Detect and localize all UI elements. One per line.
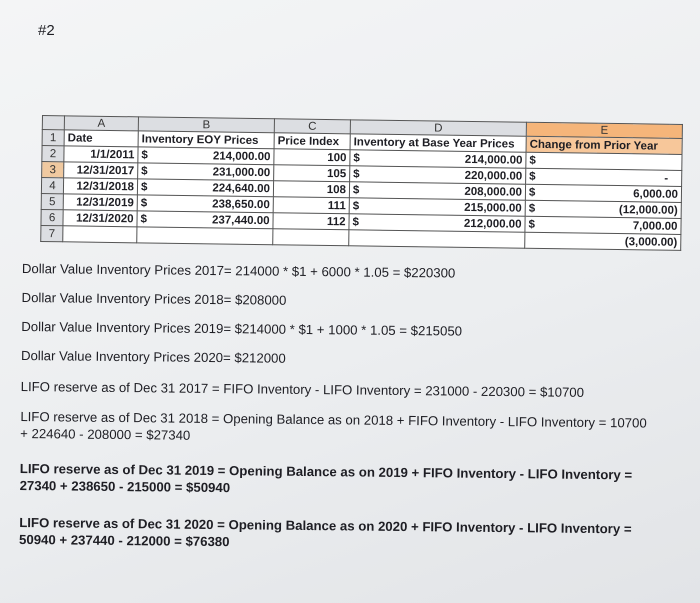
cell-value: 220,000.00 [464,169,523,183]
cell-date[interactable]: 1/1/2011 [64,146,138,163]
cell-index[interactable]: 111 [273,197,349,214]
cell-date[interactable]: 12/31/2019 [63,194,137,211]
note-line: + 224640 - 208000 = $27340 [20,425,191,443]
header-price-index[interactable]: Price Index [274,133,350,150]
note-line: LIFO reserve as of Dec 31 2018 = Opening Balance as on 2018 + FIFO Inventory - LIFO Inventory = 10700 [20,408,647,431]
header-date[interactable]: Date [64,130,138,147]
currency-symbol: $ [140,196,148,209]
note-line: LIFO reserve as of Dec 31 2019 = Opening Balance as on 2019 + FIFO Inventory - LIFO Inventory = [19,460,633,483]
cell-empty[interactable] [273,229,349,246]
column-header-a[interactable]: A [64,116,138,131]
column-header-e[interactable]: E [526,122,682,138]
column-header-c[interactable]: C [274,119,350,134]
cell-empty[interactable] [137,227,273,245]
cell-value: (3,000.00) [624,235,678,249]
cell-empty[interactable] [349,230,525,248]
cell-value: 7,000.00 [632,219,678,233]
cell-value: 214,000.00 [464,153,523,167]
cell-value: 238,650.00 [212,197,270,211]
note-line: Dollar Value Inventory Prices 2019= $214000 * $1 + 1000 * 1.05 = $215050 [21,318,463,339]
row-number[interactable]: 7 [41,225,63,241]
cell-index[interactable]: 112 [273,213,349,230]
currency-symbol: $ [528,218,536,231]
cell-value: (12,000.00) [618,203,678,217]
currency-symbol: $ [529,154,536,167]
cell-index[interactable]: 100 [274,149,350,166]
cell-empty[interactable] [63,226,137,243]
currency-symbol: $ [528,186,536,199]
cell-eoy[interactable] [138,147,274,165]
cell-value: 215,000.00 [464,201,522,215]
inventory-table [40,115,683,251]
cell-value: 237,440.00 [211,213,270,227]
column-header-d[interactable]: D [350,120,526,136]
row-number[interactable]: 4 [41,178,63,194]
cell-date[interactable]: 12/31/2018 [63,178,137,195]
cell-date[interactable]: 12/31/2017 [64,162,138,179]
row-number[interactable]: 2 [42,146,64,162]
spreadsheet [40,115,682,251]
page-heading: #2 [38,22,55,39]
calculation-notes [18,260,692,550]
note-line: 50940 + 237440 - 212000 = $76380 [18,531,230,550]
cell-eoy[interactable] [137,179,273,197]
currency-symbol: $ [529,170,536,183]
currency-symbol: $ [353,151,360,164]
row-number[interactable]: 6 [41,209,63,225]
cell-eoy[interactable] [138,163,274,181]
currency-symbol: $ [140,212,148,225]
currency-symbol: $ [352,183,360,196]
currency-symbol: $ [528,202,536,215]
note-line: LIFO reserve as of Dec 31 2020 = Opening Balance as on 2020 + FIFO Inventory - LIFO Inventory = [19,514,632,537]
currency-symbol: $ [353,167,360,180]
note-line: Dollar Value Inventory Prices 2020= $212000 [20,347,286,366]
header-base-year[interactable]: Inventory at Base Year Prices [350,134,526,152]
note-line: Dollar Value Inventory Prices 2018= $208000 [21,289,287,308]
cell-value: 6,000.00 [633,187,679,201]
cell-change[interactable] [525,232,681,250]
currency-symbol: $ [352,199,360,212]
currency-symbol: $ [141,164,148,177]
currency-symbol: $ [141,148,148,161]
cell-value: 208,000.00 [464,185,523,199]
cell-index[interactable]: 105 [274,165,350,182]
cell-date[interactable]: 12/31/2020 [63,210,137,227]
header-change[interactable]: Change from Prior Year [526,136,682,154]
cell-value: 231,000.00 [212,165,271,179]
cell-eoy[interactable] [137,195,273,213]
currency-symbol: $ [352,215,360,228]
header-eoy-prices[interactable]: Inventory EOY Prices [138,131,274,149]
cell-value: 214,000.00 [212,149,271,163]
currency-symbol: $ [140,180,148,193]
row-number[interactable]: 5 [41,193,63,209]
cell-value: 224,640.00 [212,181,271,195]
row-number[interactable]: 3 [42,162,64,178]
cell-index[interactable]: 108 [273,181,349,198]
cell-value: - [664,172,669,185]
cell-eoy[interactable] [137,211,273,229]
column-header-b[interactable]: B [138,117,274,133]
row-number[interactable]: 1 [42,130,64,146]
select-all-corner[interactable] [42,116,64,130]
note-line: Dollar Value Inventory Prices 2017= 214000 * $1 + 6000 * 1.05 = $220300 [21,260,456,281]
note-line: LIFO reserve as of Dec 31 2017 = FIFO Inventory - LIFO Inventory = 231000 - 220300 = $10700 [20,378,585,400]
cell-value: 212,000.00 [463,217,522,231]
note-line: 27340 + 238650 - 215000 = $50940 [19,477,231,496]
